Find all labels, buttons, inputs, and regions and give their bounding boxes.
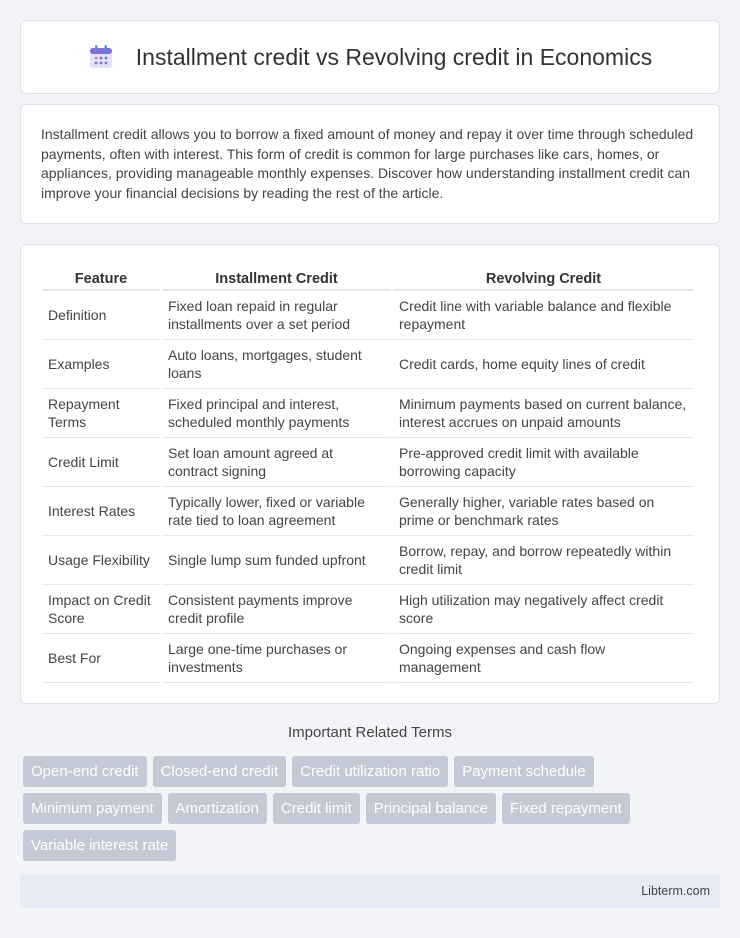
related-terms-title: Important Related Terms <box>288 724 452 741</box>
tag-payment-schedule[interactable]: Payment schedule <box>454 756 593 787</box>
revolving-cell: High utilization may negatively affect credit score <box>393 585 694 634</box>
table-row <box>42 487 694 536</box>
tag-credit-limit[interactable]: Credit limit <box>273 793 360 824</box>
tag-credit-utilization-ratio[interactable]: Credit utilization ratio <box>292 756 448 787</box>
table-row <box>42 634 694 683</box>
feature-cell: Interest Rates <box>42 487 160 536</box>
installment-cell: Single lump sum funded upfront <box>162 536 391 585</box>
revolving-cell: Credit line with variable balance and flexible repayment <box>393 291 694 340</box>
installment-cell: Typically lower, fixed or variable rate tied to loan agreement <box>162 487 391 536</box>
revolving-cell: Minimum payments based on current balance, interest accrues on unpaid amounts <box>393 389 694 438</box>
revolving-cell: Generally higher, variable rates based on prime or benchmark rates <box>393 487 694 536</box>
tag-principal-balance[interactable]: Principal balance <box>366 793 496 824</box>
column-header-revolving: Revolving Credit <box>393 265 694 291</box>
installment-cell: Large one-time purchases or investments <box>162 634 391 683</box>
feature-cell: Repayment Terms <box>42 389 160 438</box>
tag-variable-interest-rate[interactable]: Variable interest rate <box>23 830 176 861</box>
header-card <box>20 20 720 94</box>
table-row <box>42 438 694 487</box>
related-terms-tags <box>23 756 703 867</box>
table-header-row <box>42 265 694 291</box>
table-row <box>42 389 694 438</box>
intro-text: Installment credit allows you to borrow a fixed amount of money and repay it over time through scheduled payments, often with interest. This form of credit is common for large purchases like cars, homes, or appliances, providing manageable monthly expenses. Discover how understanding installment credit can improve your financial decisions by reading the rest of the article. <box>41 126 694 201</box>
column-header-installment: Installment Credit <box>162 265 391 291</box>
revolving-cell: Borrow, repay, and borrow repeatedly within credit limit <box>393 536 694 585</box>
table-row <box>42 536 694 585</box>
tag-amortization[interactable]: Amortization <box>168 793 267 824</box>
footer <box>20 874 720 908</box>
tag-closed-end-credit[interactable]: Closed-end credit <box>153 756 287 787</box>
installment-cell: Consistent payments improve credit profile <box>162 585 391 634</box>
feature-cell: Impact on Credit Score <box>42 585 160 634</box>
intro-card <box>20 104 720 224</box>
feature-cell: Definition <box>42 291 160 340</box>
tag-fixed-repayment[interactable]: Fixed repayment <box>502 793 630 824</box>
comparison-table <box>40 265 696 683</box>
installment-cell: Set loan amount agreed at contract signing <box>162 438 391 487</box>
table-row <box>42 585 694 634</box>
feature-cell: Examples <box>42 340 160 389</box>
page-title: Installment credit vs Revolving credit in Economics <box>135 43 653 70</box>
installment-cell: Fixed principal and interest, scheduled monthly payments <box>162 389 391 438</box>
feature-cell: Usage Flexibility <box>42 536 160 585</box>
column-header-feature: Feature <box>42 265 160 291</box>
comparison-table-card <box>20 244 720 704</box>
table-row <box>42 291 694 340</box>
revolving-cell: Ongoing expenses and cash flow management <box>393 634 694 683</box>
feature-cell: Credit Limit <box>42 438 160 487</box>
revolving-cell: Pre-approved credit limit with available borrowing capacity <box>393 438 694 487</box>
tag-minimum-payment[interactable]: Minimum payment <box>23 793 162 824</box>
tag-open-end-credit[interactable]: Open-end credit <box>23 756 147 787</box>
calendar-icon <box>88 44 114 70</box>
revolving-cell: Credit cards, home equity lines of credit <box>393 340 694 389</box>
feature-cell: Best For <box>42 634 160 683</box>
footer-site-link[interactable]: Libterm.com <box>641 884 710 898</box>
installment-cell: Auto loans, mortgages, student loans <box>162 340 391 389</box>
table-row <box>42 340 694 389</box>
installment-cell: Fixed loan repaid in regular installments over a set period <box>162 291 391 340</box>
